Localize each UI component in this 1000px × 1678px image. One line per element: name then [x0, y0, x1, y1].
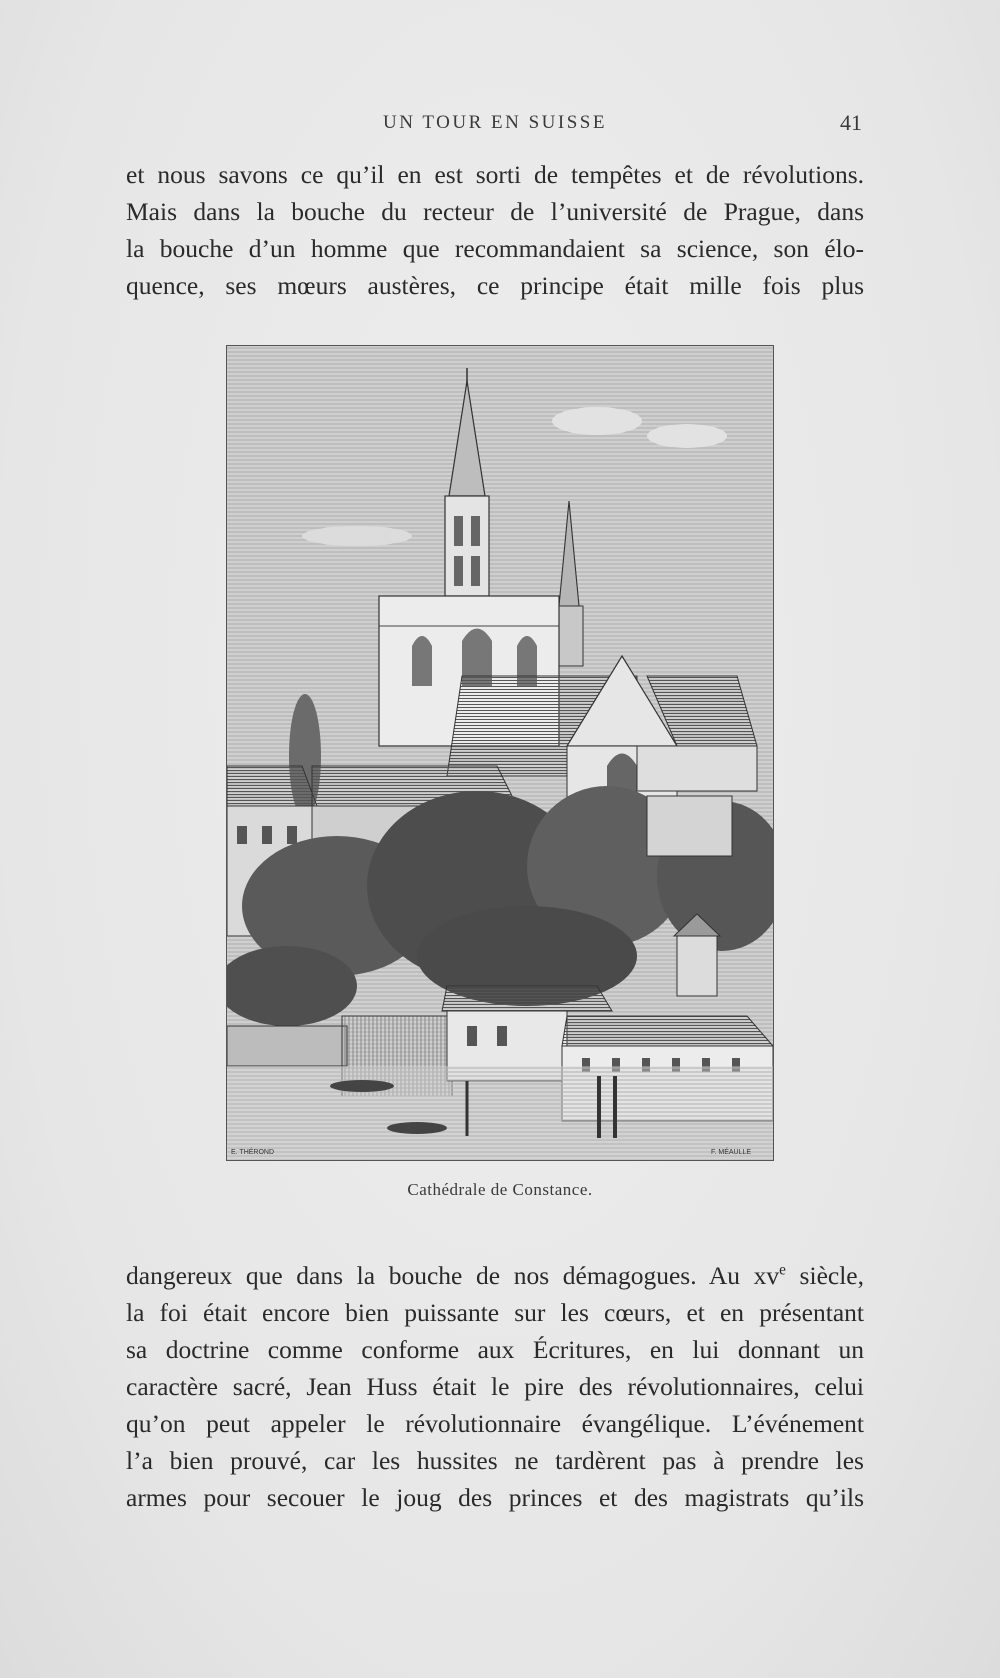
paragraph-bottom	[126, 1257, 864, 1516]
engraver-signature-right: F. MÉAULLE	[711, 1149, 752, 1156]
text-line: la bouche d’un homme que recommandaient sa science, son élo-	[126, 234, 864, 263]
text-line: sa doctrine comme conforme aux Écritures, en lui donnant un	[126, 1335, 864, 1364]
superscript: e	[779, 1261, 786, 1279]
text-line	[126, 1257, 864, 1294]
text-line: quence, ses mœurs austères, ce principe était mille fois plus	[126, 271, 864, 300]
running-title: UN TOUR EN SUISSE	[383, 112, 607, 133]
text-line: l’a bien prouvé, car les hussites ne tardèrent pas à prendre les	[126, 1446, 864, 1475]
text-line: et nous savons ce qu’il en est sorti de tempêtes et de révolutions.	[126, 160, 864, 189]
page-number: 41	[840, 110, 862, 135]
text-line: qu’on peut appeler le révolutionnaire évangélique. L’événement	[126, 1409, 864, 1438]
text-line: Mais dans la bouche du recteur de l’université de Prague, dans	[126, 197, 864, 226]
paragraph-top	[126, 156, 864, 304]
running-head	[126, 108, 864, 138]
cloud	[647, 424, 727, 448]
rowboat	[387, 1122, 447, 1134]
cloud	[302, 526, 412, 546]
engraver-signature-left: E. THÉROND	[231, 1149, 275, 1156]
text-fragment: dangereux que dans la bouche de nos démagogues. Au xv	[126, 1261, 780, 1290]
text-fragment: siècle,	[785, 1261, 864, 1290]
bell-tower	[445, 496, 489, 596]
text-line: armes pour secouer le joug des princes et des magistrats qu’ils	[126, 1483, 864, 1512]
text-line: la foi était encore bien puissante sur les cœurs, et en présentant	[126, 1298, 864, 1327]
quay-wall	[227, 1026, 347, 1066]
cathedral-engraving	[226, 345, 774, 1161]
rowboat	[330, 1080, 394, 1092]
cloud	[552, 407, 642, 435]
small-tower	[677, 936, 717, 996]
engraving-illustration	[227, 346, 773, 1160]
figure-caption: Cathédrale de Constance.	[407, 1180, 593, 1199]
text-line: caractère sacré, Jean Huss était le pire des révolutionnaires, celui	[126, 1372, 864, 1401]
